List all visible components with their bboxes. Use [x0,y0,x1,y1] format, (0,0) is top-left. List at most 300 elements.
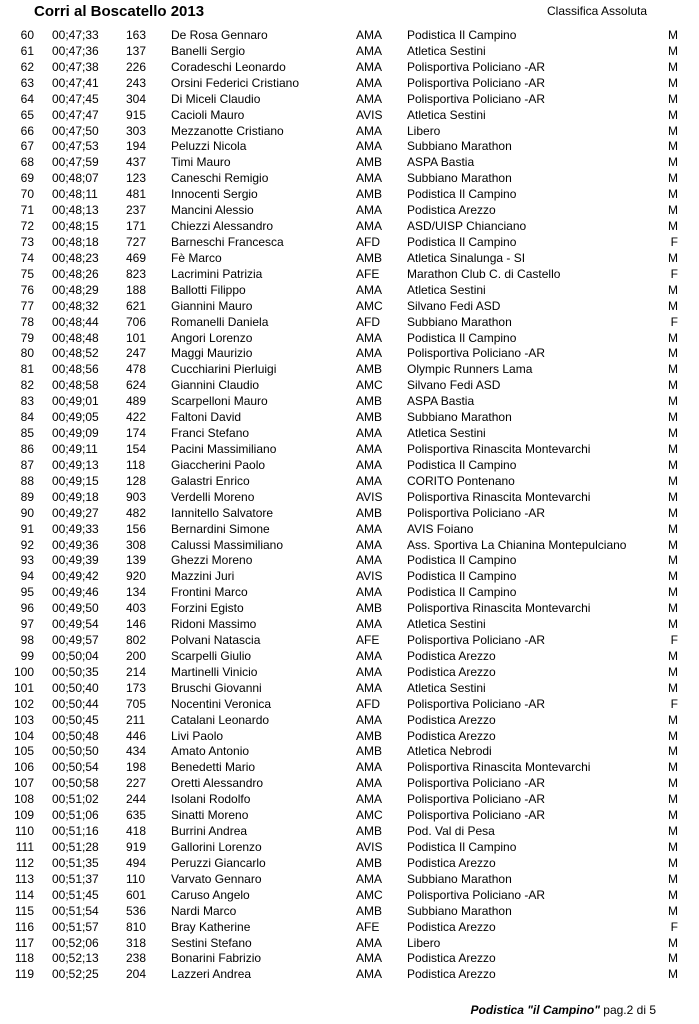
bib-number-cell: 198 [126,760,147,775]
position-cell: 79 [20,330,34,345]
time-cell: 00;49;54 [52,617,99,632]
category-cell: AFE [356,266,380,281]
sex-cell: M [668,887,678,902]
bib-number-cell: 446 [126,728,147,743]
time-cell: 00;49;09 [52,426,99,441]
sex-cell: M [668,489,678,504]
sex-cell: M [668,155,678,170]
sex-cell: M [668,28,678,42]
category-cell: AMA [356,951,383,966]
table-row [0,538,699,554]
category-cell: AMA [356,760,383,775]
sex-cell: M [668,250,678,265]
bib-number-cell: 156 [126,521,147,536]
category-cell: AMA [356,219,383,234]
bib-number-cell: 482 [126,505,147,520]
club-cell: Polisportiva Rinascita Montevarchi [407,601,591,616]
category-cell: AMA [356,585,383,600]
bib-number-cell: 118 [126,457,146,472]
sex-cell: M [668,330,678,345]
sex-cell: M [668,457,678,472]
club-cell: Pod. Val di Pesa [407,824,495,839]
table-row [0,697,699,713]
club-cell: Podistica Arezzo [407,967,496,982]
club-cell: Polisportiva Policiano -AR [407,59,546,74]
sex-cell: M [668,203,678,218]
sex-cell: M [668,935,678,950]
table-row [0,362,699,378]
sex-cell: M [668,91,678,106]
time-cell: 00;48;29 [52,282,99,297]
table-row [0,426,699,442]
table-row [0,139,699,155]
time-cell: 00;48;32 [52,298,99,313]
sex-cell: F [670,314,678,329]
sex-cell: M [668,855,678,870]
time-cell: 00;49;57 [52,633,99,648]
athlete-name-cell: Burrini Andrea [171,824,248,839]
time-cell: 00;51;35 [52,855,99,870]
position-cell: 111 [15,840,34,855]
category-cell: AMA [356,664,383,679]
table-row [0,744,699,760]
category-cell: AMB [356,410,383,425]
sex-cell: M [668,410,678,425]
category-cell: AMA [356,59,383,74]
table-row [0,267,699,283]
category-cell: AMA [356,935,383,950]
athlete-name-cell: Cucchiarini Pierluigi [171,362,277,377]
sex-cell: M [668,648,678,663]
bib-number-cell: 146 [126,617,147,632]
bib-number-cell: 304 [126,91,147,106]
time-cell: 00;49;15 [52,473,99,488]
position-cell: 119 [14,967,34,982]
table-row [0,617,699,633]
time-cell: 00;47;45 [52,91,99,106]
time-cell: 00;48;11 [52,187,98,202]
position-cell: 115 [14,903,34,918]
sex-cell: F [670,696,678,711]
position-cell: 83 [20,394,34,409]
club-cell: Marathon Club C. di Castello [407,266,561,281]
position-cell: 76 [20,282,34,297]
sex-cell: M [668,59,678,74]
bib-number-cell: 706 [126,314,147,329]
table-row [0,649,699,665]
category-cell: AMC [356,887,383,902]
table-row [0,442,699,458]
page-footer [471,1003,656,1017]
results-table [0,28,699,983]
sex-cell: M [668,744,678,759]
athlete-name-cell: Peluzzi Nicola [171,139,247,154]
time-cell: 00;47;36 [52,43,99,58]
time-cell: 00;52;25 [52,967,99,982]
club-cell: Subbiano Marathon [407,314,512,329]
table-row [0,585,699,601]
club-cell: Atletica Sestini [407,617,486,632]
time-cell: 00;47;33 [52,28,99,42]
category-cell: AMB [356,728,383,743]
bib-number-cell: 204 [126,967,147,982]
sex-cell: M [668,792,678,807]
time-cell: 00;47;41 [52,75,99,90]
club-cell: CORITO Pontenano [407,473,515,488]
athlete-name-cell: Catalani Leonardo [171,712,270,727]
time-cell: 00;48;15 [52,219,99,234]
table-row [0,506,699,522]
club-cell: Atletica Nebrodi [407,744,492,759]
time-cell: 00;49;13 [52,457,99,472]
athlete-name-cell: Maggi Maurizio [171,346,253,361]
category-cell: AMA [356,139,383,154]
category-cell: AMB [356,744,383,759]
club-cell: ASPA Bastia [407,155,475,170]
category-cell: AMB [356,362,383,377]
category-cell: AMA [356,75,383,90]
table-row [0,331,699,347]
position-cell: 61 [20,43,34,58]
athlete-name-cell: Faltoni David [171,410,242,425]
table-row [0,378,699,394]
club-cell: Polisportiva Policiano -AR [407,792,546,807]
sex-cell: M [668,75,678,90]
category-cell: AVIS [356,840,383,855]
bib-number-cell: 243 [126,75,147,90]
time-cell: 00;49;05 [52,410,99,425]
position-cell: 107 [13,776,34,791]
athlete-name-cell: Scarpelloni Mauro [171,394,268,409]
bib-number-cell: 915 [126,107,147,122]
sex-cell: M [668,219,678,234]
club-cell: Polisportiva Policiano -AR [407,696,546,711]
position-cell: 103 [13,712,34,727]
bib-number-cell: 903 [126,489,147,504]
athlete-name-cell: Giannini Mauro [171,298,253,313]
athlete-name-cell: Sinatti Moreno [171,808,249,823]
position-cell: 94 [20,569,34,584]
time-cell: 00;50;04 [52,648,99,663]
time-cell: 00;47;47 [52,107,99,122]
club-cell: Podistica Il Campino [407,585,517,600]
bib-number-cell: 163 [126,28,147,42]
bib-number-cell: 422 [126,410,147,425]
table-row [0,76,699,92]
table-row [0,474,699,490]
category-cell: AMB [356,250,383,265]
club-cell: Polisportiva Rinascita Montevarchi [407,441,591,456]
time-cell: 00;48;48 [52,330,99,345]
category-cell: AMA [356,346,383,361]
bib-number-cell: 188 [126,282,147,297]
club-cell: Podistica Arezzo [407,951,496,966]
category-cell: AMA [356,712,383,727]
category-cell: AMA [356,91,383,106]
club-cell: Atletica Sestini [407,107,486,122]
table-row [0,124,699,140]
athlete-name-cell: Sestini Stefano [171,935,252,950]
position-cell: 102 [13,696,34,711]
position-cell: 74 [20,250,34,265]
category-cell: AMB [356,855,383,870]
category-cell: AMB [356,601,383,616]
table-row [0,967,699,983]
sex-cell: M [668,585,678,600]
bib-number-cell: 810 [126,919,147,934]
club-cell: Olympic Runners Lama [407,362,533,377]
club-cell: Subbiano Marathon [407,410,512,425]
athlete-name-cell: De Rosa Gennaro [171,28,268,42]
sex-cell: M [668,187,678,202]
sex-cell: M [668,553,678,568]
sex-cell: M [668,298,678,313]
time-cell: 00;51;54 [52,903,99,918]
category-cell: AMA [356,330,383,345]
time-cell: 00;52;13 [52,951,99,966]
time-cell: 00;49;33 [52,521,99,536]
athlete-name-cell: Lacrimini Patrizia [171,266,263,281]
athlete-name-cell: Caneschi Remigio [171,171,269,186]
table-row [0,92,699,108]
time-cell: 00;49;50 [52,601,99,616]
bib-number-cell: 247 [126,346,147,361]
table-row [0,936,699,952]
time-cell: 00;49;39 [52,553,99,568]
athlete-name-cell: Orsini Federici Cristiano [171,75,300,90]
sex-cell: M [668,537,678,552]
table-row [0,44,699,60]
athlete-name-cell: Bonarini Fabrizio [171,951,262,966]
club-cell: Podistica Il Campino [407,234,517,249]
bib-number-cell: 318 [126,935,147,950]
table-row [0,458,699,474]
time-cell: 00;51;45 [52,887,99,902]
club-cell: Podistica Arezzo [407,855,496,870]
page-title: Corri al Boscatello 2013 [34,3,205,20]
table-row [0,840,699,856]
time-cell: 00;50;35 [52,664,99,679]
table-row [0,792,699,808]
bib-number-cell: 705 [126,696,147,711]
sex-cell: M [668,808,678,823]
athlete-name-cell: Ridoni Massimo [171,617,257,632]
position-cell: 81 [20,362,34,377]
time-cell: 00;48;56 [52,362,99,377]
bib-number-cell: 494 [126,855,147,870]
athlete-name-cell: Calussi Massimiliano [171,537,284,552]
club-cell: Polisportiva Policiano -AR [407,808,546,823]
sex-cell: M [668,505,678,520]
table-row [0,28,699,44]
time-cell: 00;50;50 [52,744,99,759]
athlete-name-cell: Martinelli Vinicio [171,664,258,679]
table-row [0,490,699,506]
position-cell: 97 [20,617,34,632]
table-row [0,346,699,362]
category-cell: AFD [356,314,380,329]
club-cell: ASD/UISP Chianciano [407,219,527,234]
table-row [0,315,699,331]
sex-cell: M [668,776,678,791]
sex-cell: M [668,569,678,584]
bib-number-cell: 101 [126,330,147,345]
club-cell: AVIS Foiano [407,521,474,536]
category-cell: AMA [356,426,383,441]
position-cell: 70 [20,187,34,202]
position-cell: 86 [20,441,34,456]
position-cell: 80 [20,346,34,361]
bib-number-cell: 123 [126,171,147,186]
table-row [0,888,699,904]
position-cell: 88 [20,473,34,488]
table-row [0,681,699,697]
time-cell: 00;50;45 [52,712,99,727]
sex-cell: M [668,123,678,138]
table-row [0,713,699,729]
time-cell: 00;47;38 [52,59,99,74]
position-cell: 96 [20,601,34,616]
table-row [0,633,699,649]
bib-number-cell: 200 [126,648,147,663]
position-cell: 67 [20,139,34,154]
sex-cell: M [668,760,678,775]
club-cell: Subbiano Marathon [407,171,512,186]
sex-cell: M [668,282,678,297]
athlete-name-cell: Galastri Enrico [171,473,250,488]
sex-cell: F [670,234,678,249]
time-cell: 00;49;01 [52,394,99,409]
sex-cell: M [668,664,678,679]
bib-number-cell: 469 [126,250,147,265]
club-cell: Podistica Il Campino [407,330,517,345]
category-cell: AMA [356,537,383,552]
club-cell: Atletica Sestini [407,282,486,297]
time-cell: 00;48;23 [52,250,99,265]
athlete-name-cell: Bruschi Giovanni [171,680,262,695]
time-cell: 00;48;18 [52,234,99,249]
position-cell: 68 [20,155,34,170]
position-cell: 77 [20,298,34,313]
athlete-name-cell: Angori Lorenzo [171,330,253,345]
position-cell: 114 [14,887,34,902]
position-cell: 92 [20,537,34,552]
club-cell: Podistica Arezzo [407,648,496,663]
club-cell: Ass. Sportiva La Chianina Montepulciano [407,537,627,552]
category-cell: AMA [356,680,383,695]
sex-cell: M [668,394,678,409]
bib-number-cell: 823 [126,266,147,281]
category-cell: AMB [356,903,383,918]
category-cell: AVIS [356,107,383,122]
position-cell: 82 [20,378,34,393]
category-cell: AVIS [356,569,383,584]
category-cell: AMC [356,378,383,393]
category-cell: AMA [356,43,383,58]
sex-cell: M [668,840,678,855]
athlete-name-cell: Coradeschi Leonardo [171,59,286,74]
table-row [0,251,699,267]
table-row [0,522,699,538]
club-cell: Podistica Arezzo [407,664,496,679]
bib-number-cell: 403 [126,601,147,616]
club-cell: Polisportiva Policiano -AR [407,91,546,106]
category-cell: AMB [356,824,383,839]
bib-number-cell: 237 [126,203,147,218]
athlete-name-cell: Frontini Marco [171,585,248,600]
time-cell: 00;47;59 [52,155,99,170]
category-cell: AFD [356,696,380,711]
sex-cell: M [668,171,678,186]
table-row [0,729,699,745]
athlete-name-cell: Mezzanotte Cristiano [171,123,284,138]
position-cell: 91 [20,521,34,536]
category-cell: AMA [356,553,383,568]
bib-number-cell: 601 [126,887,147,902]
athlete-name-cell: Peruzzi Giancarlo [171,855,266,870]
position-cell: 116 [14,919,34,934]
bib-number-cell: 303 [126,123,147,138]
bib-number-cell: 624 [126,378,147,393]
bib-number-cell: 134 [126,585,147,600]
athlete-name-cell: Oretti Alessandro [171,776,264,791]
time-cell: 00;48;07 [52,171,99,186]
athlete-name-cell: Timi Mauro [171,155,231,170]
table-row [0,60,699,76]
table-row [0,872,699,888]
club-cell: Podistica Il Campino [407,840,517,855]
position-cell: 72 [20,219,34,234]
sex-cell: M [668,107,678,122]
table-row [0,203,699,219]
athlete-name-cell: Mazzini Juri [171,569,235,584]
club-cell: Atletica Sinalunga - SI [407,250,526,265]
club-cell: Podistica Il Campino [407,569,517,584]
club-cell: ASPA Bastia [407,394,475,409]
athlete-name-cell: Varvato Gennaro [171,871,262,886]
time-cell: 00;51;06 [52,808,99,823]
time-cell: 00;48;13 [52,203,99,218]
club-cell: Atletica Sestini [407,680,486,695]
bib-number-cell: 244 [126,792,147,807]
position-cell: 117 [14,935,34,950]
position-cell: 66 [20,123,34,138]
sex-cell: M [668,139,678,154]
position-cell: 64 [20,91,34,106]
time-cell: 00;49;18 [52,489,99,504]
category-cell: AMA [356,203,383,218]
club-cell: Polisportiva Rinascita Montevarchi [407,760,591,775]
position-cell: 89 [20,489,34,504]
club-cell: Polisportiva Policiano -AR [407,75,546,90]
category-cell: AMA [356,123,383,138]
position-cell: 78 [20,314,34,329]
table-row [0,187,699,203]
time-cell: 00;49;36 [52,537,99,552]
time-cell: 00;50;44 [52,696,99,711]
time-cell: 00;48;58 [52,378,99,393]
position-cell: 65 [20,107,34,122]
club-cell: Subbiano Marathon [407,871,512,886]
position-cell: 105 [13,744,34,759]
position-cell: 69 [20,171,34,186]
position-cell: 118 [14,951,34,966]
bib-number-cell: 621 [126,298,147,313]
category-cell: AMB [356,394,383,409]
bib-number-cell: 171 [126,219,147,234]
club-cell: Polisportiva Policiano -AR [407,776,546,791]
club-cell: Silvano Fedi ASD [407,298,501,313]
